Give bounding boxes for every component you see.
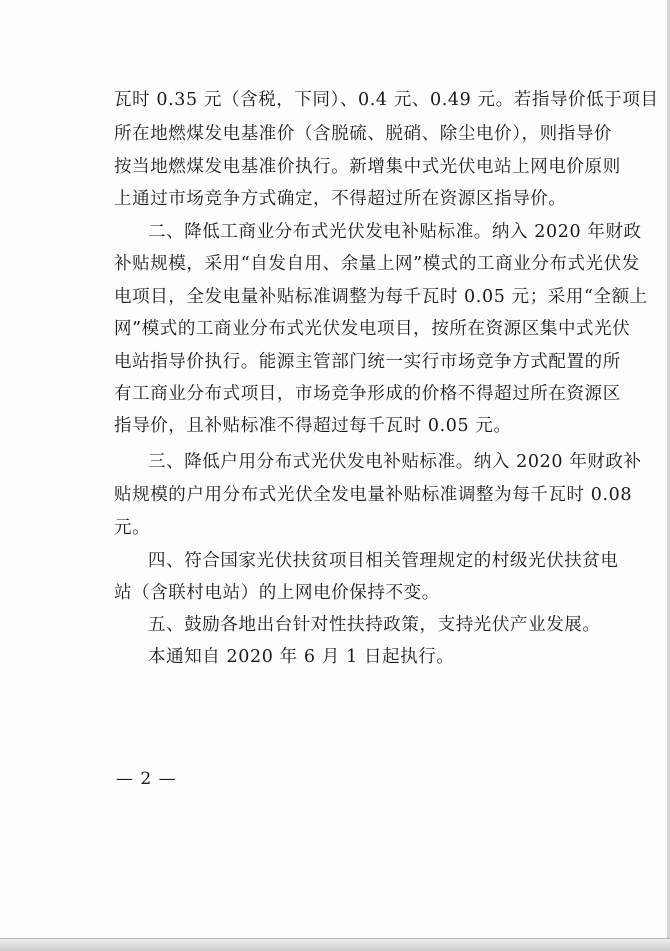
section-three-heading-line: 三、降低户用分布式光伏发电补贴标准。纳入 2020 年财政补 (148, 452, 642, 472)
body-text-line: 补贴规模，采用“自发自用、余量上网”模式的工商业分布式光伏发 (114, 254, 640, 274)
body-text-line: 电项目，全发电量补贴标准调整为每千瓦时 0.05 元；采用“全额上 (114, 287, 648, 307)
body-text-line: 指导价，且补贴标准不得超过每千瓦时 0.05 元。 (114, 416, 512, 436)
body-text-line: 瓦时 0.35 元（含税，下同）、0.4 元、0.49 元。若指导价低于项目 (114, 90, 659, 110)
body-text-line: 有工商业分布式项目，市场竞争形成的价格不得超过所在资源区 (114, 384, 621, 404)
scan-edge-bottom (0, 938, 670, 951)
body-text-line: 元。 (114, 518, 151, 538)
body-text-line: 所在地燃煤发电基准价（含脱硫、脱硝、除尘电价），则指导价 (114, 124, 613, 144)
body-text-line: 网”模式的工商业分布式光伏发电项目，按所在资源区集中式光伏 (114, 319, 631, 339)
body-text-line: 上通过市场竞争方式确定，不得超过所在资源区指导价。 (114, 189, 567, 209)
section-four-heading-line: 四、符合国家光伏扶贫项目相关管理规定的村级光伏扶贫电 (148, 551, 619, 571)
body-text-line: 站（含联村电站）的上网电价保持不变。 (114, 583, 440, 603)
body-text-line: 电站指导价执行。能源主管部门统一实行市场竞争方式配置的所 (114, 352, 621, 372)
body-text-line: 按当地燃煤发电基准价执行。新增集中式光伏电站上网电价原则 (114, 157, 621, 177)
page-number: — 2 — (116, 769, 177, 789)
effective-date-line: 本通知自 2020 年 6 月 1 日起执行。 (148, 647, 455, 667)
body-text-line: 贴规模的户用分布式光伏全发电量补贴标准调整为每千瓦时 0.08 (114, 485, 633, 505)
section-five-heading-line: 五、鼓励各地出台针对性扶持政策，支持光伏产业发展。 (148, 615, 601, 635)
section-two-heading-line: 二、降低工商业分布式光伏发电补贴标准。纳入 2020 年财政 (148, 222, 642, 242)
